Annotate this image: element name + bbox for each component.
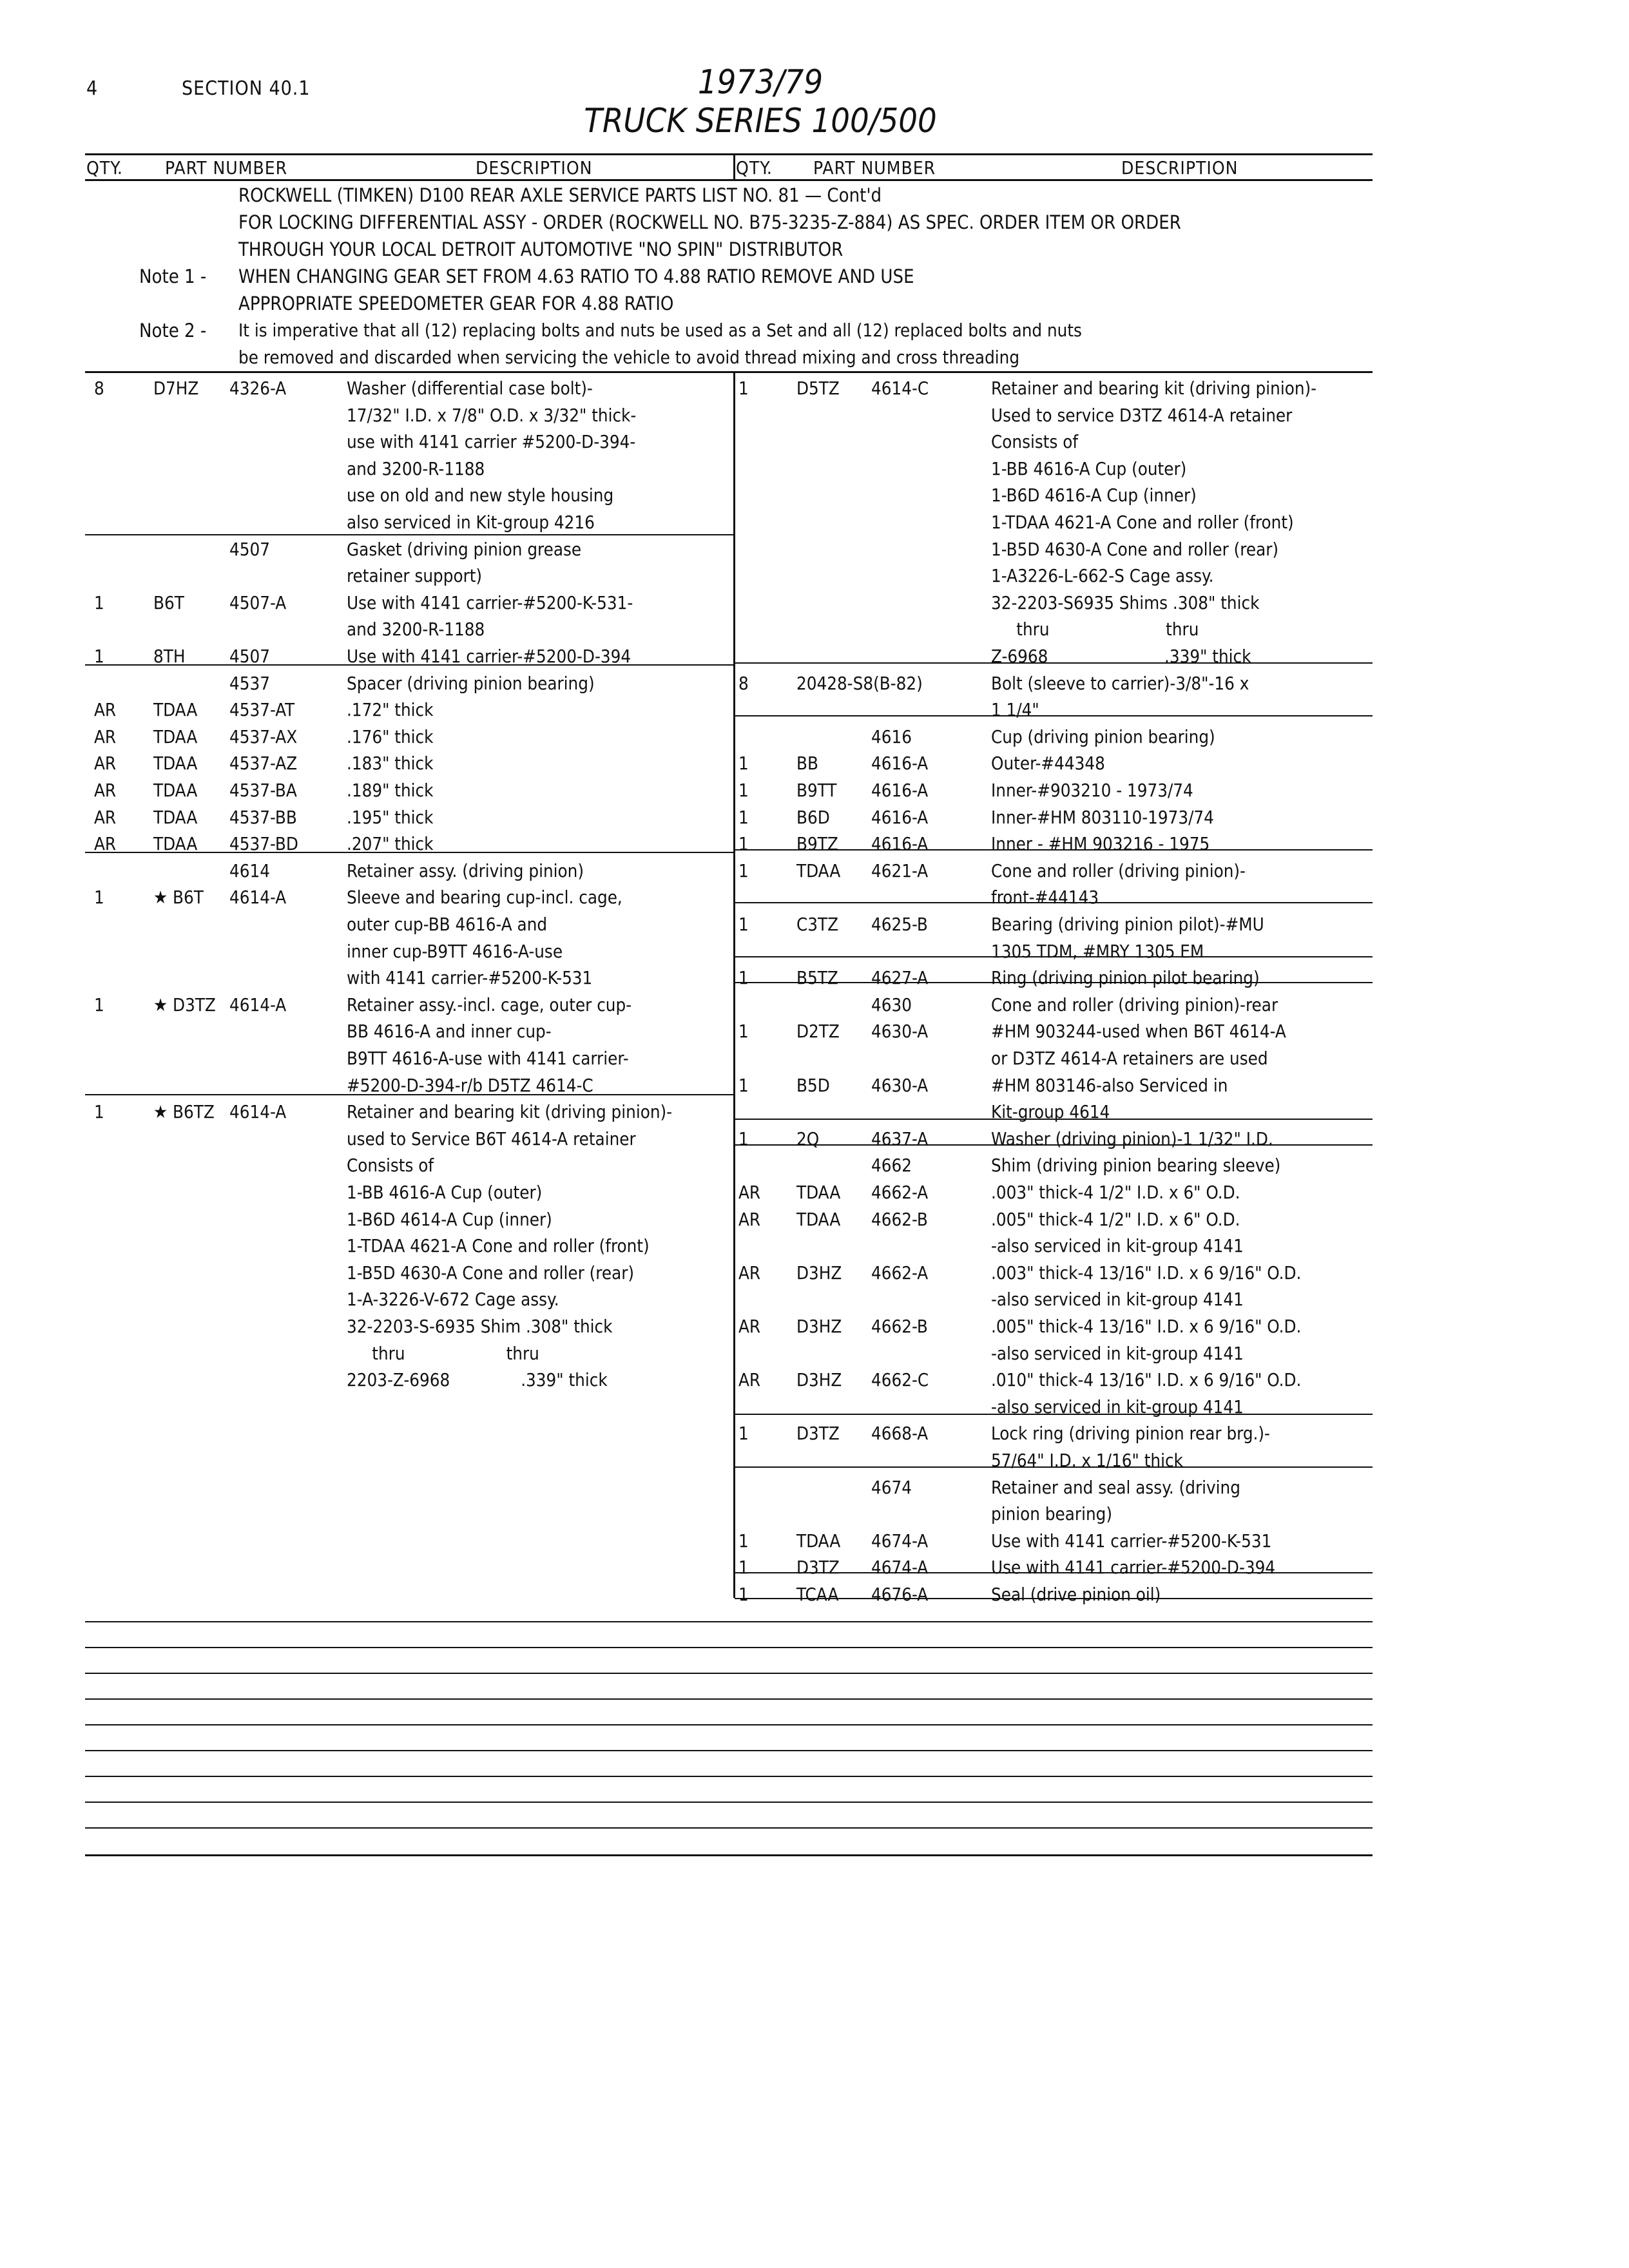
part-prefix: TDAA bbox=[796, 860, 841, 881]
col-qty-left: QTY. bbox=[86, 157, 123, 178]
part-prefix: TDAA bbox=[796, 1530, 841, 1552]
part-description: Retainer and bearing kit (driving pinion)- bbox=[991, 378, 1317, 399]
part-description: 17/32" I.D. x 7/8" O.D. x 3/32" thick- bbox=[347, 405, 637, 426]
part-description: Use with 4141 carrier-#5200-K-531 bbox=[991, 1530, 1272, 1552]
part-basic-number: 4625-B bbox=[871, 914, 928, 935]
part-qty: 1 bbox=[738, 860, 749, 881]
part-description: Retainer and seal assy. (driving bbox=[991, 1477, 1240, 1498]
part-qty: AR bbox=[738, 1182, 761, 1203]
blank-rule bbox=[85, 1724, 1373, 1725]
part-description: Consists of bbox=[347, 1155, 434, 1177]
part-qty: 1 bbox=[738, 780, 749, 801]
part-description: #5200-D-394-r/b D5TZ 4614-C bbox=[347, 1075, 593, 1096]
part-qty: AR bbox=[94, 807, 117, 828]
part-description: Z-6968 .339" thick bbox=[991, 646, 1251, 667]
part-qty: 8 bbox=[738, 673, 749, 694]
part-prefix: D2TZ bbox=[796, 1021, 840, 1043]
part-description: 1305 TDM, #MRY 1305 EM bbox=[991, 941, 1204, 962]
part-description: .005" thick-4 1/2" I.D. x 6" O.D. bbox=[991, 1209, 1240, 1230]
part-basic-number: 4662-A bbox=[871, 1182, 929, 1203]
part-qty: 1 bbox=[738, 1584, 749, 1605]
part-prefix: D7HZ bbox=[153, 378, 199, 399]
part-description: retainer support) bbox=[347, 566, 483, 587]
part-qty: AR bbox=[94, 700, 117, 721]
part-qty: AR bbox=[94, 726, 117, 747]
part-description: 1-TDAA 4621-A Cone and roller (front) bbox=[347, 1236, 650, 1257]
part-basic-number: 4630-A bbox=[871, 1021, 929, 1043]
part-description: .010" thick-4 13/16" I.D. x 6 9/16" O.D. bbox=[991, 1370, 1302, 1391]
part-basic-number: 4637-A bbox=[871, 1128, 929, 1149]
part-prefix: 20428-S8(B-82) bbox=[796, 673, 923, 694]
part-qty: 1 bbox=[738, 968, 749, 989]
part-description: .195" thick bbox=[347, 807, 434, 828]
part-qty: AR bbox=[94, 834, 117, 855]
part-description: #HM 803146-also Serviced in bbox=[991, 1075, 1228, 1096]
part-prefix: ★ B6T bbox=[153, 887, 204, 908]
part-prefix: 8TH bbox=[153, 646, 186, 667]
part-description: Retainer assy. (driving pinion) bbox=[347, 860, 584, 881]
part-description: 32-2203-S-6935 Shim .308" thick bbox=[347, 1316, 613, 1337]
part-description: Used to service D3TZ 4614-A retainer bbox=[991, 405, 1293, 426]
part-description: Cone and roller (driving pinion)- bbox=[991, 860, 1246, 881]
part-description: .183" thick bbox=[347, 753, 434, 774]
part-prefix: B6T bbox=[153, 592, 184, 613]
part-qty: 1 bbox=[738, 807, 749, 828]
part-description: outer cup-BB 4616-A and bbox=[347, 914, 548, 935]
part-basic-number: 4537-AT bbox=[229, 700, 295, 721]
part-description: Sleeve and bearing cup-incl. cage, bbox=[347, 887, 622, 908]
part-prefix: B9TT bbox=[796, 780, 837, 801]
part-description: Shim (driving pinion bearing sleeve) bbox=[991, 1155, 1281, 1177]
part-basic-number: 4537-BD bbox=[229, 834, 298, 855]
part-qty: 1 bbox=[738, 1557, 749, 1579]
right-separator bbox=[735, 715, 1373, 716]
part-description: Cup (driving pinion bearing) bbox=[991, 726, 1215, 747]
part-description: Retainer and bearing kit (driving pinion)- bbox=[347, 1102, 673, 1123]
part-description: use with 4141 carrier #5200-D-394- bbox=[347, 432, 636, 453]
part-qty: 8 bbox=[94, 378, 104, 399]
part-description: 1 1/4" bbox=[991, 700, 1039, 721]
part-qty: 1 bbox=[738, 378, 749, 399]
col-description-right: DESCRIPTION bbox=[1121, 157, 1239, 178]
intro-line-2: FOR LOCKING DIFFERENTIAL ASSY - ORDER (ROCKWELL NO. B75-3235-Z-884) AS SPEC. ORDER ITEM OR ORDER bbox=[238, 211, 1181, 233]
part-basic-number: 4326-A bbox=[229, 378, 287, 399]
part-description: thru thru bbox=[991, 619, 1199, 640]
part-description: also serviced in Kit-group 4216 bbox=[347, 512, 595, 533]
part-description: and 3200-R-1188 bbox=[347, 458, 485, 479]
part-description: Kit-group 4614 bbox=[991, 1102, 1110, 1123]
part-basic-number: 4614-A bbox=[229, 1102, 287, 1123]
blank-rule bbox=[85, 1647, 1373, 1648]
part-description: 1-TDAA 4621-A Cone and roller (front) bbox=[991, 512, 1294, 533]
part-description: Consists of bbox=[991, 432, 1079, 453]
part-qty: AR bbox=[738, 1262, 761, 1283]
part-prefix: TDAA bbox=[153, 807, 198, 828]
blank-rule bbox=[85, 1698, 1373, 1700]
part-basic-number: 4662-A bbox=[871, 1262, 929, 1283]
part-basic-number: 4537-BB bbox=[229, 807, 297, 828]
part-description: B9TT 4616-A-use with 4141 carrier- bbox=[347, 1048, 629, 1069]
part-basic-number: 4627-A bbox=[871, 968, 929, 989]
part-description: .189" thick bbox=[347, 780, 434, 801]
part-qty: AR bbox=[738, 1370, 761, 1391]
part-description: .207" thick bbox=[347, 834, 434, 855]
part-basic-number: 4537-AZ bbox=[229, 753, 298, 774]
part-prefix: D3HZ bbox=[796, 1316, 842, 1337]
part-basic-number: 4616-A bbox=[871, 753, 929, 774]
part-basic-number: 4662 bbox=[871, 1155, 912, 1177]
part-description: 32-2203-S6935 Shims .308" thick bbox=[991, 592, 1260, 613]
col-partnumber-right: PART NUMBER bbox=[813, 157, 936, 178]
part-description: Bolt (sleeve to carrier)-3/8"-16 x bbox=[991, 673, 1249, 694]
part-description: pinion bearing) bbox=[991, 1504, 1113, 1525]
part-basic-number: 4616-A bbox=[871, 834, 929, 855]
blank-rule bbox=[85, 1750, 1373, 1751]
part-description: thru thru bbox=[347, 1343, 539, 1364]
part-qty: 1 bbox=[738, 1423, 749, 1445]
part-description: Use with 4141 carrier-#5200-D-394 bbox=[347, 646, 631, 667]
part-description: Cone and roller (driving pinion)-rear bbox=[991, 994, 1278, 1015]
part-description: -also serviced in kit-group 4141 bbox=[991, 1343, 1244, 1364]
part-qty: 1 bbox=[738, 1075, 749, 1096]
part-prefix: ★ B6TZ bbox=[153, 1102, 215, 1123]
part-qty: 1 bbox=[738, 1128, 749, 1149]
part-description: Use with 4141 carrier-#5200-D-394 bbox=[991, 1557, 1276, 1579]
part-basic-number: 4630 bbox=[871, 994, 912, 1015]
blank-rule bbox=[85, 1621, 1373, 1622]
part-description: .172" thick bbox=[347, 700, 434, 721]
part-description: 1-B5D 4630-A Cone and roller (rear) bbox=[991, 539, 1279, 560]
part-description: 1-B6D 4614-A Cup (inner) bbox=[347, 1209, 552, 1230]
part-description: Gasket (driving pinion grease bbox=[347, 539, 582, 560]
blank-rule bbox=[85, 1854, 1373, 1856]
part-prefix: BB bbox=[796, 753, 818, 774]
part-description: Ring (driving pinion pilot bearing) bbox=[991, 968, 1260, 989]
intro-line-3: THROUGH YOUR LOCAL DETROIT AUTOMOTIVE "NO SPIN" DISTRIBUTOR bbox=[238, 238, 843, 260]
part-prefix: TCAA bbox=[796, 1584, 839, 1605]
part-prefix: TDAA bbox=[153, 834, 198, 855]
part-description: #HM 903244-used when B6T 4614-A bbox=[991, 1021, 1286, 1043]
part-basic-number: 4674-A bbox=[871, 1530, 929, 1552]
part-prefix: D3HZ bbox=[796, 1370, 842, 1391]
part-basic-number: 4630-A bbox=[871, 1075, 929, 1096]
header-bottom-rule bbox=[85, 179, 1373, 181]
part-qty: AR bbox=[94, 780, 117, 801]
part-basic-number: 4537-BA bbox=[229, 780, 297, 801]
part-prefix: TDAA bbox=[153, 700, 198, 721]
part-description: 1-B5D 4630-A Cone and roller (rear) bbox=[347, 1262, 635, 1283]
note1-label: Note 1 - bbox=[139, 265, 207, 287]
part-description: use on old and new style housing bbox=[347, 485, 614, 506]
part-description: Bearing (driving pinion pilot)-#MU bbox=[991, 914, 1264, 935]
part-prefix: B5D bbox=[796, 1075, 830, 1096]
part-prefix: C3TZ bbox=[796, 914, 839, 935]
part-prefix: TDAA bbox=[153, 753, 198, 774]
part-description: Retainer assy.-incl. cage, outer cup- bbox=[347, 994, 632, 1015]
part-basic-number: 4507 bbox=[229, 646, 270, 667]
page-title: TRUCK SERIES 100/500 bbox=[584, 102, 937, 140]
col-description-left: DESCRIPTION bbox=[476, 157, 593, 178]
part-prefix: B6D bbox=[796, 807, 830, 828]
part-prefix: B9TZ bbox=[796, 834, 838, 855]
part-description: 1-A-3226-V-672 Cage assy. bbox=[347, 1289, 559, 1311]
part-basic-number: 4674-A bbox=[871, 1557, 929, 1579]
part-prefix: 2Q bbox=[796, 1128, 820, 1149]
part-description: inner cup-B9TT 4616-A-use bbox=[347, 941, 563, 962]
intro-line-1: ROCKWELL (TIMKEN) D100 REAR AXLE SERVICE PARTS LIST NO. 81 — Cont'd bbox=[238, 184, 882, 206]
part-basic-number: 4621-A bbox=[871, 860, 929, 881]
part-basic-number: 4614-A bbox=[229, 994, 287, 1015]
part-description: front-#44143 bbox=[991, 887, 1099, 908]
col-partnumber-left: PART NUMBER bbox=[165, 157, 288, 178]
part-description: .176" thick bbox=[347, 726, 434, 747]
part-qty: 1 bbox=[738, 1530, 749, 1552]
part-basic-number: 4662-B bbox=[871, 1209, 928, 1230]
part-description: 1-A3226-L-662-S Cage assy. bbox=[991, 566, 1214, 587]
part-prefix: D3HZ bbox=[796, 1262, 842, 1283]
part-qty: AR bbox=[738, 1316, 761, 1337]
part-description: .005" thick-4 13/16" I.D. x 6 9/16" O.D. bbox=[991, 1316, 1302, 1337]
part-description: -also serviced in kit-group 4141 bbox=[991, 1236, 1244, 1257]
part-description: Use with 4141 carrier-#5200-K-531- bbox=[347, 592, 633, 613]
part-description: Inner - #HM 903216 - 1975 bbox=[991, 834, 1210, 855]
part-basic-number: 4616 bbox=[871, 726, 912, 747]
header-divider bbox=[733, 153, 735, 180]
part-qty: 1 bbox=[94, 592, 104, 613]
table-top-rule bbox=[85, 371, 1373, 373]
part-basic-number: 4662-C bbox=[871, 1370, 929, 1391]
part-description: or D3TZ 4614-A retainers are used bbox=[991, 1048, 1268, 1069]
part-basic-number: 4507 bbox=[229, 539, 270, 560]
part-description: .003" thick-4 1/2" I.D. x 6" O.D. bbox=[991, 1182, 1240, 1203]
part-description: Outer-#44348 bbox=[991, 753, 1105, 774]
col-qty-right: QTY. bbox=[736, 157, 773, 178]
note2-line-2: be removed and discarded when servicing the vehicle to avoid thread mixing and cross threading bbox=[238, 347, 1020, 368]
part-description: Seal (drive pinion oil) bbox=[991, 1584, 1161, 1605]
part-description: Washer (driving pinion)-1 1/32" I.D. bbox=[991, 1128, 1273, 1149]
part-qty: 1 bbox=[94, 646, 104, 667]
part-basic-number: 4614 bbox=[229, 860, 270, 881]
part-description: and 3200-R-1188 bbox=[347, 619, 485, 640]
part-description: Spacer (driving pinion bearing) bbox=[347, 673, 595, 694]
part-prefix: TDAA bbox=[796, 1209, 841, 1230]
part-basic-number: 4674 bbox=[871, 1477, 912, 1498]
part-prefix: B5TZ bbox=[796, 968, 838, 989]
part-description: 1-BB 4616-A Cup (outer) bbox=[347, 1182, 543, 1203]
note2-label: Note 2 - bbox=[139, 320, 207, 341]
part-description: 1-BB 4616-A Cup (outer) bbox=[991, 458, 1187, 479]
part-basic-number: 4537-AX bbox=[229, 726, 298, 747]
part-basic-number: 4614-A bbox=[229, 887, 287, 908]
page-number: 4 bbox=[86, 77, 99, 100]
part-basic-number: 4616-A bbox=[871, 807, 929, 828]
blank-rule bbox=[85, 1802, 1373, 1803]
part-basic-number: 4614-C bbox=[871, 378, 929, 399]
part-prefix: TDAA bbox=[153, 780, 198, 801]
part-description: 57/64" I.D. x 1/16" thick bbox=[991, 1450, 1183, 1471]
part-qty: 1 bbox=[94, 887, 104, 908]
part-qty: AR bbox=[94, 753, 117, 774]
part-prefix: D3TZ bbox=[796, 1423, 840, 1445]
header-top-rule bbox=[85, 153, 1373, 155]
part-qty: 1 bbox=[738, 753, 749, 774]
part-description: used to Service B6T 4614-A retainer bbox=[347, 1128, 636, 1149]
part-description: Washer (differential case bolt)- bbox=[347, 378, 593, 399]
part-description: -also serviced in kit-group 4141 bbox=[991, 1289, 1244, 1311]
part-basic-number: 4676-A bbox=[871, 1584, 929, 1605]
part-description: with 4141 carrier-#5200-K-531 bbox=[347, 968, 593, 989]
header-years: 1973/79 bbox=[697, 63, 824, 102]
part-prefix: TDAA bbox=[796, 1182, 841, 1203]
part-basic-number: 4616-A bbox=[871, 780, 929, 801]
part-description: 1-B6D 4616-A Cup (inner) bbox=[991, 485, 1197, 506]
part-prefix: ★ D3TZ bbox=[153, 994, 216, 1015]
part-basic-number: 4537 bbox=[229, 673, 270, 694]
note1-line-2: APPROPRIATE SPEEDOMETER GEAR FOR 4.88 RATIO bbox=[238, 293, 674, 314]
part-qty: 1 bbox=[94, 994, 104, 1015]
part-prefix: TDAA bbox=[153, 726, 198, 747]
part-qty: 1 bbox=[738, 834, 749, 855]
blank-rule bbox=[85, 1776, 1373, 1777]
part-prefix: D3TZ bbox=[796, 1557, 840, 1579]
part-description: Inner-#903210 - 1973/74 bbox=[991, 780, 1193, 801]
section-label: SECTION 40.1 bbox=[182, 77, 311, 100]
part-qty: 1 bbox=[94, 1102, 104, 1123]
part-description: Inner-#HM 803110-1973/74 bbox=[991, 807, 1214, 828]
blank-rule bbox=[85, 1827, 1373, 1829]
part-description: -also serviced in kit-group 4141 bbox=[991, 1396, 1244, 1418]
part-description: BB 4616-A and inner cup- bbox=[347, 1021, 552, 1043]
note2-line-1: It is imperative that all (12) replacing bolts and nuts be used as a Set and all (12) replaced bolts and nuts bbox=[238, 320, 1082, 341]
part-description: .003" thick-4 13/16" I.D. x 6 9/16" O.D. bbox=[991, 1262, 1302, 1283]
part-basic-number: 4507-A bbox=[229, 592, 287, 613]
part-qty: 1 bbox=[738, 914, 749, 935]
part-prefix: D5TZ bbox=[796, 378, 840, 399]
part-description: Lock ring (driving pinion rear brg.)- bbox=[991, 1423, 1270, 1445]
part-description: 2203-Z-6968 .339" thick bbox=[347, 1370, 608, 1391]
blank-rule bbox=[85, 1673, 1373, 1674]
part-qty: AR bbox=[738, 1209, 761, 1230]
part-basic-number: 4668-A bbox=[871, 1423, 929, 1445]
note1-line-1: WHEN CHANGING GEAR SET FROM 4.63 RATIO TO 4.88 RATIO REMOVE AND USE bbox=[238, 265, 914, 287]
part-basic-number: 4662-B bbox=[871, 1316, 928, 1337]
part-qty: 1 bbox=[738, 1021, 749, 1043]
